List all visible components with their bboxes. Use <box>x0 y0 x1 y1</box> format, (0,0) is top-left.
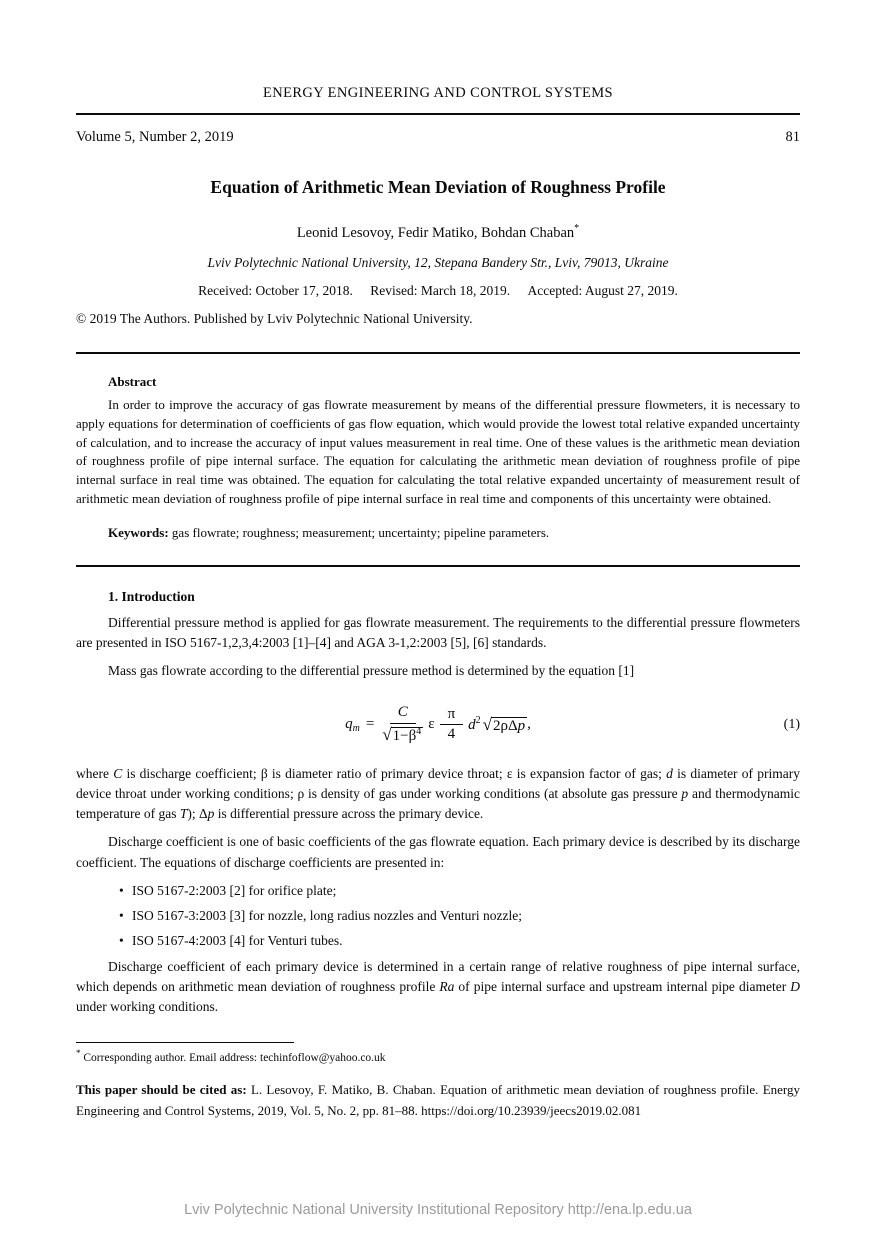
eq-main-fraction <box>382 704 423 745</box>
standards-list <box>76 883 800 949</box>
where-text: and thermodynamic temperature of gas <box>76 785 800 822</box>
eq-expansion-factor: ε <box>428 716 435 733</box>
journal-title: ENERGY ENGINEERING AND CONTROL SYSTEMS <box>262 85 614 101</box>
intro-paragraph-4 <box>76 957 800 1018</box>
abstract-top-rule <box>76 352 800 354</box>
page-number: 81 <box>785 129 800 145</box>
where-paragraph <box>76 764 800 825</box>
eq-pressure-var: p <box>517 717 526 734</box>
var-T: T <box>179 806 188 822</box>
copyright-line: © 2019 The Authors. Published by Lviv Polytechnic National University. <box>76 310 473 326</box>
var-d: d <box>666 765 673 781</box>
radical-sign-2: √ <box>482 714 492 734</box>
footnote-corresponding-author <box>76 1048 800 1064</box>
var-p: p <box>681 785 689 801</box>
affiliation-line: Lviv Polytechnic National University, 12, Stepana Bandery Str., Lviv, 79013, Ukraine <box>207 254 669 270</box>
keywords-label: Keywords: <box>108 524 169 540</box>
list-item <box>119 933 800 949</box>
article-title: Equation of Arithmetic Mean Deviation of Roughness Profile <box>210 177 666 197</box>
abstract-body: In order to improve the accuracy of gas flowrate measurement by means of the differential pressure flowmeters, it is necessary to apply equations for determination of coefficients of gas flow equation, which would provide the lowest total relative expanded uncertainty of calculation, and to increase the accuracy of input values measurement in real time. One of these values is the arithmetic mean deviation of roughness profile of pipe internal surface. The equation for calculating the arithmetic mean deviation of roughness profile of pipe internal surface in real time was obtained. The equation for calculating the total relative expanded uncertainty of measurement result of arithmetic mean deviation of roughness profile of pipe internal surface in real time and components of this uncertainty were obtained. <box>76 396 800 507</box>
eq-diameter-exponent: 2 <box>475 715 481 727</box>
list-item-text: ISO 5167-4:2003 [4] for Venturi tubes. <box>132 932 343 948</box>
eq-diameter: d <box>468 717 476 734</box>
citation-paragraph <box>76 1080 800 1120</box>
volume-row <box>76 129 800 146</box>
corresponding-author-mark: * <box>574 223 580 234</box>
where-text: is differential pressure across the primary device. <box>214 806 484 822</box>
var-C: C <box>113 765 123 781</box>
where-text: is diameter of primary device throat under working conditions; ρ is density of gas under working conditions (at absolute gas pressure <box>76 765 800 801</box>
abstract-bottom-rule <box>76 565 800 567</box>
eq-density-delta: 2ρΔ <box>492 717 518 734</box>
eq-flowrate-subscript: m <box>352 723 360 735</box>
header-rule <box>76 113 800 115</box>
intro-paragraph-1: Differential pressure method is applied for gas flowrate measurement. The requirements to the differential pressure flowmeters are presented in ISO 5167-1,2,3,4:2003 [1]–[4] and AGA 3-1,2:2003 [5], [6] standards. <box>76 614 800 651</box>
eq-pi-fraction <box>440 706 464 744</box>
authors-names: Leonid Lesovoy, Fedir Matiko, Bohdan Chaban <box>296 224 575 241</box>
list-item <box>119 883 800 899</box>
eq-equals: = <box>365 716 375 733</box>
eq-pi: π <box>440 706 464 725</box>
bullet-icon: • <box>119 882 124 898</box>
dates-line <box>76 283 800 299</box>
equation-1 <box>345 704 531 745</box>
eq-diameter-term <box>468 715 481 734</box>
citation-label: This paper should be cited as: <box>76 1082 247 1098</box>
radical-sign: √ <box>382 724 392 744</box>
intro-paragraph-2: Mass gas flowrate according to the differential pressure method is determined by the equation [1] <box>108 663 635 679</box>
revised-date: Revised: March 18, 2019. <box>370 282 511 298</box>
page-content <box>76 0 800 1134</box>
bullet-icon: • <box>119 932 124 948</box>
where-text: where <box>76 765 114 781</box>
para4-text: of pipe internal surface and upstream internal pipe diameter <box>454 979 791 995</box>
var-Ra: Ra <box>439 979 455 995</box>
eq-beta-exponent: 4 <box>416 725 422 737</box>
var-D: D <box>790 979 800 995</box>
list-item-text: ISO 5167-3:2003 [3] for nozzle, long radius nozzles and Venturi nozzle; <box>132 907 523 923</box>
footnote-rule <box>76 1042 294 1043</box>
keywords-line <box>76 525 800 541</box>
list-item-text: ISO 5167-2:2003 [2] for orifice plate; <box>132 882 337 898</box>
eq-four: 4 <box>447 726 456 743</box>
eq-sqrt-term <box>483 715 527 735</box>
keywords-text: gas flowrate; roughness; measurement; uncertainty; pipeline parameters. <box>168 524 550 540</box>
footnote-mark: * <box>76 1047 81 1058</box>
var-p: p <box>207 806 215 822</box>
para4-text: under working conditions. <box>76 999 219 1015</box>
equation-number: (1) <box>783 716 800 732</box>
repository-footer: Lviv Polytechnic National University Institutional Repository http://ena.lp.edu.ua <box>184 1202 692 1218</box>
intro-paragraph-3: Discharge coefficient is one of basic coefficients of the gas flowrate equation. Each primary device is described by its discharge coefficient. The equations of discharge coefficients are presented in: <box>76 834 800 870</box>
eq-comma: , <box>527 716 531 733</box>
eq-denominator <box>382 724 423 745</box>
received-date: Received: October 17, 2018. <box>198 282 353 298</box>
volume-info: Volume 5, Number 2, 2019 <box>76 129 234 145</box>
bullet-icon: • <box>119 907 124 923</box>
equation-1-row <box>76 699 800 751</box>
abstract-heading: Abstract <box>108 373 157 389</box>
where-text: is discharge coefficient; β is diameter ratio of primary device throat; ε is expansion factor of gas; <box>122 765 667 781</box>
section-heading-introduction: 1. Introduction <box>108 588 195 604</box>
eq-discharge-coefficient: C <box>390 704 416 723</box>
citation-text: L. Lesovoy, F. Matiko, B. Chaban. Equation of arithmetic mean deviation of roughness profile. Energy Engineering and Control Systems, 2019, Vol. 5, No. 2, pp. 81–88. https://doi.org/10.23939/jeecs2019.02.081 <box>76 1082 801 1118</box>
para4-text: Discharge coefficient of each primary device is determined in a certain range of relative roughness of pipe internal surface, which depends on arithmetic mean deviation of roughness profile <box>76 958 800 995</box>
accepted-date: Accepted: August 27, 2019. <box>527 282 678 298</box>
eq-flowrate-symbol: q <box>345 716 353 733</box>
where-text: ); Δ <box>187 806 208 822</box>
eq-beta-term: 1−β <box>392 727 417 744</box>
authors-line <box>76 223 800 242</box>
footnote-text: Corresponding author. Email address: techinfoflow@yahoo.co.uk <box>80 1051 386 1064</box>
list-item <box>119 908 800 924</box>
